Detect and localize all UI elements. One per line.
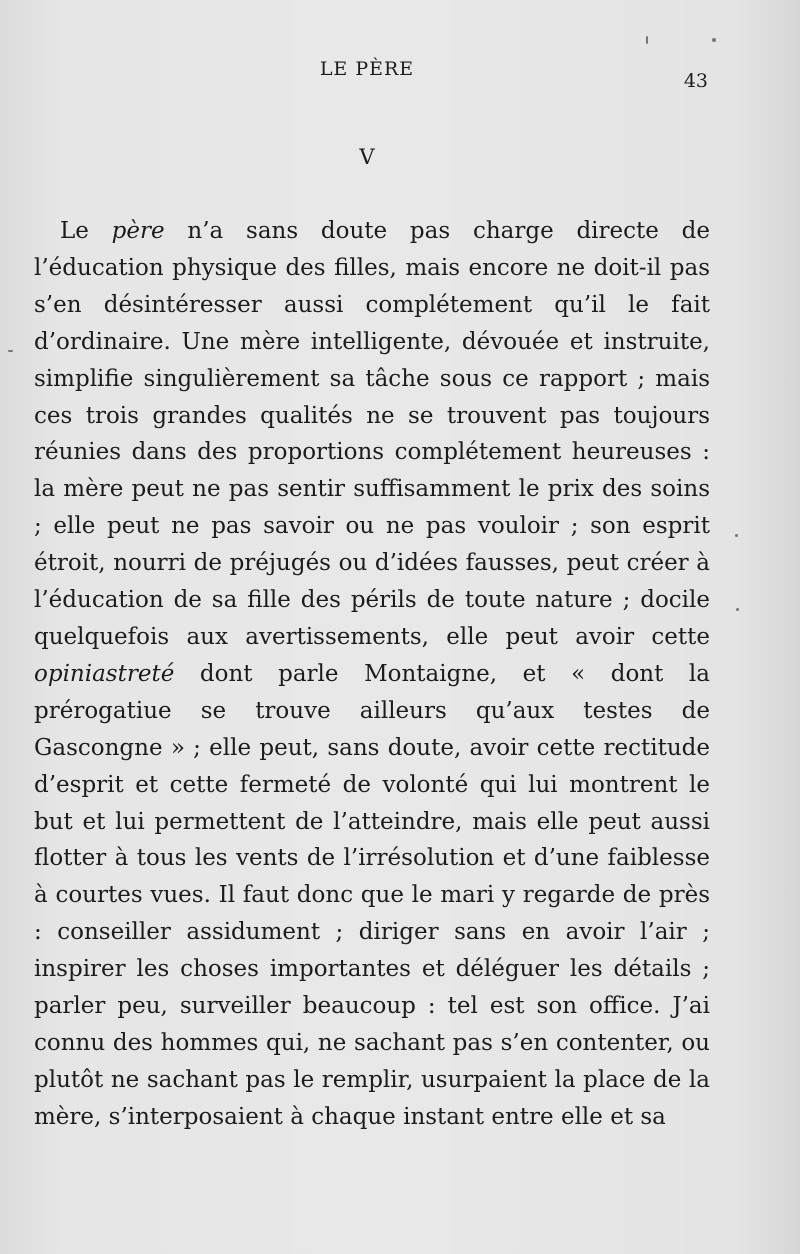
running-title: LE PÈRE xyxy=(319,58,415,80)
page-header xyxy=(0,58,800,92)
paragraph-italic-2: opiniastreté xyxy=(34,660,175,687)
paragraph-text-3: dont parle Montaigne, et « dont la prérogatiue se trouve ailleurs qu’aux testes de Gascongne » ; elle peut, sans doute, avoir cette rectitude d’esprit et cette fermeté de volonté qui lui montrent le but et lui permettent de l’atteindre, mais elle peut aussi flotter à tous les vents de l’irrésolution et d’une faiblesse à courtes vues. Il faut donc que le mari y regarde de près : conseiller assidument ; diriger sans en avoir l’air ; inspirer les choses importantes et déléguer les détails ; parler peu, surveiller beaucoup : tel est son office. J’ai connu des hommes qui, ne sachant pas s’en contenter, ou plutôt ne sachant pas le remplir, usurpaient la place de la mère, s’interposaient à chaque instant entre elle et sa xyxy=(34,660,710,1130)
body-paragraph xyxy=(34,213,710,1136)
page-number: 43 xyxy=(683,70,708,92)
paper-speck xyxy=(735,534,738,537)
paper-speck xyxy=(736,608,739,611)
chapter-heading: V xyxy=(359,145,375,169)
paragraph-text-2: n’a sans doute pas charge directe de l’éducation physique des filles, mais encore ne doit-il pas s’en désintéresser aussi complétement qu’il le fait d’ordinaire. Une mère intelligente, dévouée et instruite, simplifie singulièrement sa tâche sous ce rapport ; mais ces trois grandes qualités ne se trouvent pas toujours réunies dans des proportions complétement heureuses : la mère peut ne pas sentir suffisamment le prix des soins ; elle peut ne pas savoir ou ne pas vouloir ; son esprit étroit, nourri de préjugés ou d’idées fausses, peut créer à l’éducation de sa fille des périls de toute nature ; docile quelquefois aux avertissements, elle peut avoir cette xyxy=(34,218,710,650)
paragraph-text-1: Le xyxy=(60,218,112,244)
paper-speck xyxy=(712,38,716,42)
paper-speck xyxy=(8,350,13,352)
paragraph-italic-1: père xyxy=(111,218,165,244)
paper-speck xyxy=(646,36,648,44)
